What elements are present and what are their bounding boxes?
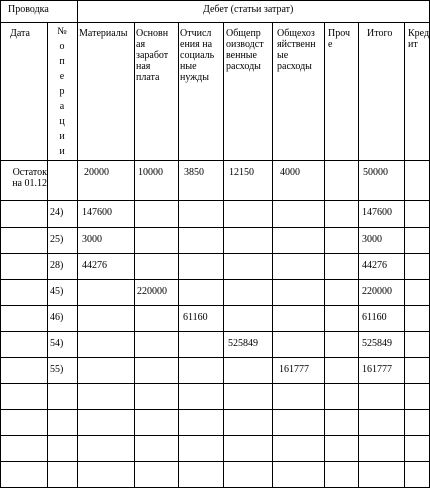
col-header-social: Отчисл ения на социаль ные нужды <box>180 28 215 83</box>
row-border-top <box>0 0 430 1</box>
col-header-date: Дата <box>10 28 30 39</box>
row-border-4 <box>0 279 430 280</box>
cell-total: 61160 <box>362 312 387 323</box>
cell-op: 28) <box>50 260 64 271</box>
col-header-general-business: Общехоз яйственн ые расходы <box>277 28 316 72</box>
table-row-date: Остаток на 01.12 <box>12 167 47 189</box>
col-border-other <box>358 23 359 488</box>
cell-op: 55) <box>50 364 64 375</box>
cell-op: 54) <box>50 338 64 349</box>
cell-social: 61160 <box>183 312 208 323</box>
col-border-date <box>47 23 48 488</box>
cell-materials: 3000 <box>82 234 102 245</box>
row-border-header <box>0 160 430 161</box>
row-border-11 <box>0 461 430 462</box>
col-border-wage <box>178 23 179 488</box>
cell-wage: 220000 <box>137 286 167 297</box>
cell-op: 45) <box>50 286 64 297</box>
col-header-materials: Материалы <box>79 28 128 39</box>
row-border-2 <box>0 227 430 228</box>
row-border-6 <box>0 331 430 332</box>
row-border-5 <box>0 305 430 306</box>
cell-total: 525849 <box>362 338 392 349</box>
row-border-10 <box>0 435 430 436</box>
group-header-posting: Проводка <box>8 4 49 15</box>
cell-total: 220000 <box>362 286 392 297</box>
cell-gen-bus: 4000 <box>280 167 300 178</box>
cell-materials: 44276 <box>82 260 107 271</box>
col-header-total: Итого <box>367 28 393 39</box>
col-border-genprod <box>272 23 273 488</box>
col-border-genbus <box>324 23 325 488</box>
cell-gen-prod: 525849 <box>228 338 258 349</box>
cell-op: 24) <box>50 207 64 218</box>
cell-op: 46) <box>50 312 64 323</box>
row-border-7 <box>0 357 430 358</box>
col-border-left <box>0 0 1 488</box>
cell-wage: 10000 <box>138 167 163 178</box>
cell-gen-prod: 12150 <box>229 167 254 178</box>
group-header-debit: Дебет (статьи затрат) <box>203 4 294 15</box>
col-header-other: Проч е <box>328 28 350 50</box>
col-border-social <box>223 23 224 488</box>
col-header-credit: Кред ит <box>408 28 429 50</box>
cell-total: 147600 <box>362 207 392 218</box>
cell-total: 161777 <box>362 364 392 375</box>
row-border-8 <box>0 383 430 384</box>
cell-social: 3850 <box>184 167 204 178</box>
cell-total: 50000 <box>363 167 388 178</box>
col-border-materials <box>134 23 135 488</box>
col-header-op-number: № о п е р а ц и и <box>57 26 67 157</box>
row-border-3 <box>0 253 430 254</box>
cell-materials: 20000 <box>84 167 109 178</box>
cell-gen-bus: 161777 <box>279 364 309 375</box>
cell-materials: 147600 <box>82 207 112 218</box>
col-border-total <box>404 23 405 488</box>
row-border-group <box>0 22 430 23</box>
col-border-op <box>77 0 78 488</box>
cell-op: 25) <box>50 234 64 245</box>
row-border-1 <box>0 200 430 201</box>
cell-total: 3000 <box>362 234 382 245</box>
col-header-basic-wage: Основн ая заработ ная плата <box>136 28 169 83</box>
cell-total: 44276 <box>362 260 387 271</box>
row-border-9 <box>0 409 430 410</box>
col-header-general-production: Общепр оизводст венные расходы <box>226 28 264 72</box>
